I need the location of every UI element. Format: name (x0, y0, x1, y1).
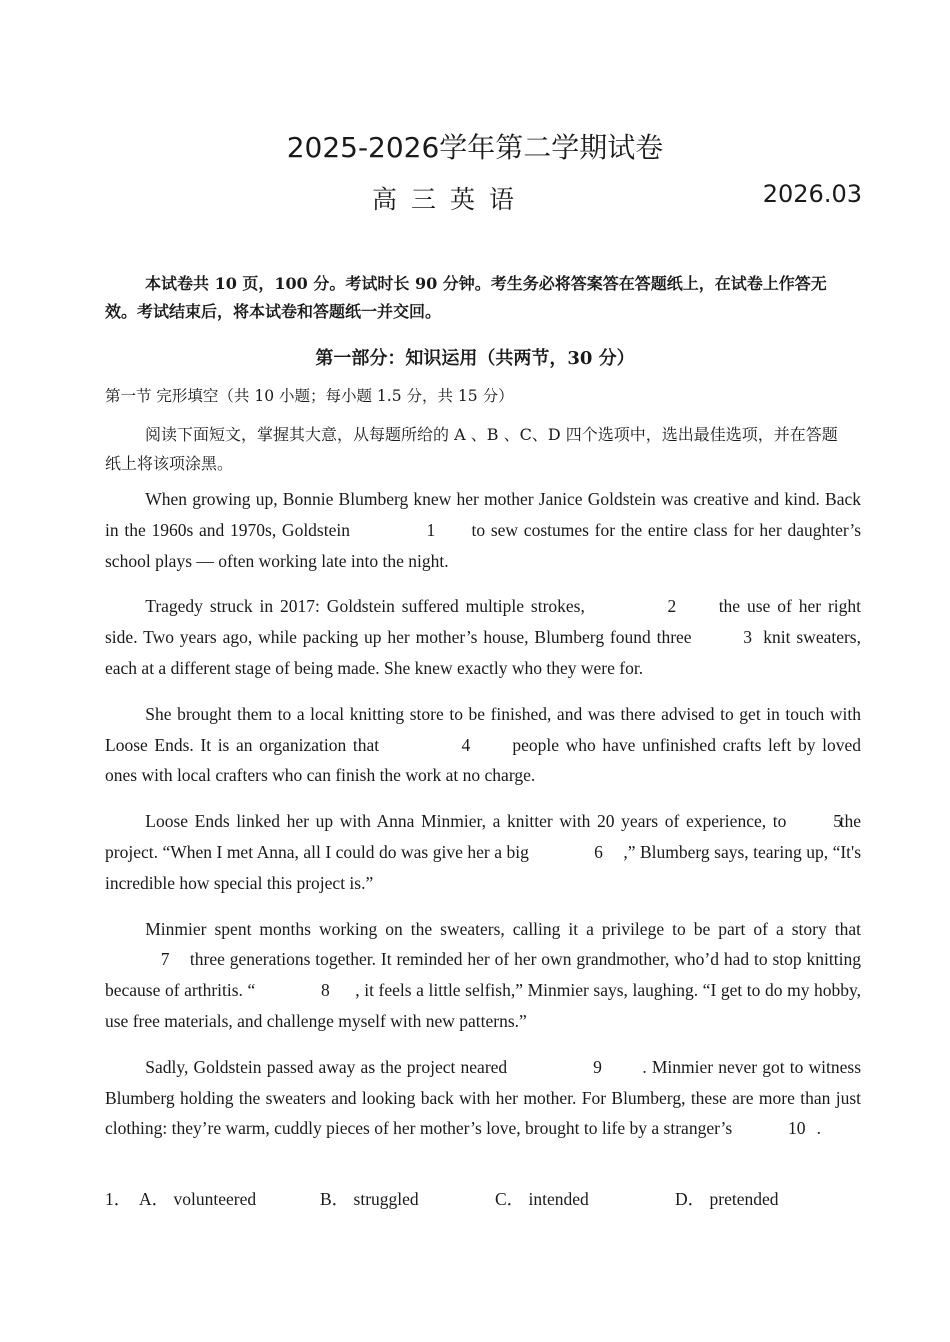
blank-1: 1 (426, 519, 436, 540)
paragraph: Minmier spent months working on the sweaters, calling it a privilege to be part of a story that 7 three generations together. It reminded her of her own grandmother, who’d had to stop knitting because of arthritis. “ 8 , it feels a little selfish,” Minmier says, laughing. “I get to do my hobby, use free materials, and challenge myself with new patterns.” (105, 918, 862, 1031)
cloze-passage (105, 484, 861, 1159)
paragraph: Tragedy struck in 2017: Goldstein suffered multiple strokes, 2 the use of her right side. Two years ago, while packing up her mother’s house, Blumberg found three 3 knit sweaters, each at a different stage of being made. She knew exactly who they were for. (105, 591, 861, 683)
section-heading: 第一节 完形填空（共 10 小题；每小题 1.5 分，共 15 分） (105, 387, 514, 405)
blank-4: 4 (461, 734, 471, 755)
option-c: C． intended (495, 1189, 589, 1209)
question-number: 1． (105, 1189, 132, 1209)
blank-10: 10 (787, 1118, 806, 1139)
blank-8: 8 (321, 980, 330, 1001)
option-d: D． pretended (675, 1189, 779, 1209)
instructions: 阅读下面短文，掌握其大意，从每题所给的 A 、B 、C、D 四个选项中，选出最佳选项，并在答题纸上将该项涂黑。 (105, 425, 838, 473)
paragraph: She brought them to a local knitting store to be finished, and was there advised to get in touch with Loose Ends. It is an organization that 4 people who have unfinished crafts left by loved ones with local crafters who can finish the work at no charge. (105, 703, 861, 786)
paragraph: When growing up, Bonnie Blumberg knew her mother Janice Goldstein was creative and kind. Back in the 1960s and 1970s, Goldstein 1 to sew costumes for the entire class for her daughter’s school plays — often working late into the night. (105, 489, 862, 571)
option-a: A． volunteered (139, 1189, 257, 1209)
option-b: B． struggled (320, 1189, 419, 1209)
paragraph: Sadly, Goldstein passed away as the project neared 9 . Minmier never got to witness Blumberg holding the sweaters and looking back with her mother. For Blumberg, these are more than just clothing: they’re warm, cuddly pieces of her mother’s love, brought to life by a stranger’s 10 . (105, 1052, 861, 1144)
part-heading: 第一部分：知识运用（共两节，30 分） (315, 348, 635, 369)
exam-notice: 本试卷共 10 页，100 分。考试时长 90 分钟。考生务必将答案答在答题纸上，在试卷上作答无效。考试结束后，将本试卷和答题纸一并交回。 (105, 274, 827, 321)
blank-3: 3 (743, 627, 752, 648)
subject-title: 高三英语 (372, 185, 529, 214)
blank-9: 9 (593, 1056, 602, 1077)
paragraph: Loose Ends linked her up with Anna Minmier, a knitter with 20 years of experience, to 5 the project. “When I met Anna, all I could do was give her a big 6 ,” Blumberg says, tearing up, “It's incredible how special this project is.” (105, 806, 861, 898)
blank-2: 2 (667, 596, 677, 617)
blank-7: 7 (160, 949, 170, 970)
exam-title: 2025-2026学年第二学期试卷 (286, 131, 664, 164)
blank-6: 6 (594, 841, 603, 862)
exam-date: 2026.03 (762, 180, 862, 208)
blank-5: 5 (833, 811, 842, 832)
